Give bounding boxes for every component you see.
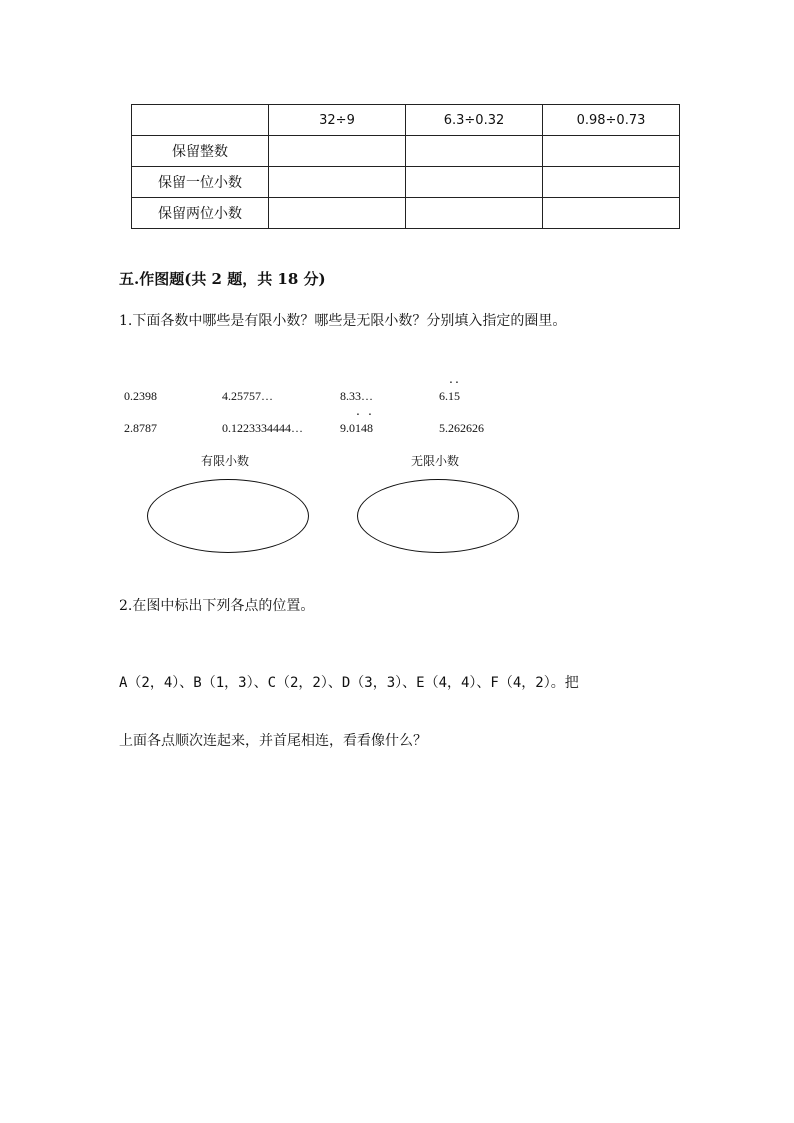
answer-cell[interactable] <box>543 136 680 167</box>
points-list: A（2，4）、B（1，3）、C（2，2）、D（3，3）、E（4，4）、F（4，2）。把 <box>119 675 579 691</box>
table-header-cell: 32÷9 <box>269 105 406 136</box>
number-item: 4.25757… <box>222 389 273 403</box>
answer-cell[interactable] <box>543 198 680 229</box>
infinite-decimal-label: 无限小数 <box>411 454 460 468</box>
question-2-prompt: 2.在图中标出下列各点的位置。 <box>119 598 315 614</box>
finite-decimal-circle[interactable] <box>147 479 309 553</box>
question-2-followup: 上面各点顺次连起来，并首尾相连，看看像什么？ <box>119 733 427 749</box>
answer-cell[interactable] <box>269 136 406 167</box>
answer-cell[interactable] <box>406 198 543 229</box>
question-1-prompt: 1.下面各数中哪些是有限小数？哪些是无限小数？分别填入指定的圈里。 <box>119 313 567 329</box>
number-item: 5.262626 <box>439 421 484 435</box>
repeat-digit: · 8 <box>367 421 373 435</box>
finite-decimal-label: 有限小数 <box>201 454 250 468</box>
table-header-row <box>132 105 680 136</box>
repeat-digit: · 1 <box>355 421 361 435</box>
row-label: 保留一位小数 <box>132 167 269 198</box>
table-row <box>132 136 680 167</box>
table-header-cell: 0.98÷0.73 <box>543 105 680 136</box>
number-item: 8.33… <box>340 389 373 403</box>
section-title: 五.作图题(共 2 题，共 18 分) <box>119 270 326 288</box>
answer-cell[interactable] <box>269 198 406 229</box>
table-header-cell <box>132 105 269 136</box>
table-row <box>132 167 680 198</box>
repeat-digit: · 5 <box>454 389 460 403</box>
row-label: 保留整数 <box>132 136 269 167</box>
infinite-decimal-circle[interactable] <box>357 479 519 553</box>
answer-cell[interactable] <box>543 167 680 198</box>
number-prefix: 6. <box>439 389 448 403</box>
table-row <box>132 198 680 229</box>
repeat-digit: · 1 <box>448 389 454 403</box>
number-item-repeating <box>439 389 460 404</box>
number-item: 2.8787 <box>124 421 157 435</box>
answer-cell[interactable] <box>406 167 543 198</box>
table-header-cell: 6.3÷0.32 <box>406 105 543 136</box>
number-item-repeating <box>340 421 373 436</box>
number-item: 0.2398 <box>124 389 157 403</box>
answer-cell[interactable] <box>269 167 406 198</box>
number-prefix: 9.0 <box>340 421 355 435</box>
number-digit: 4 <box>361 421 367 435</box>
row-label: 保留两位小数 <box>132 198 269 229</box>
number-item: 0.1223334444… <box>222 421 303 435</box>
answer-cell[interactable] <box>406 136 543 167</box>
rounding-table <box>131 104 680 229</box>
